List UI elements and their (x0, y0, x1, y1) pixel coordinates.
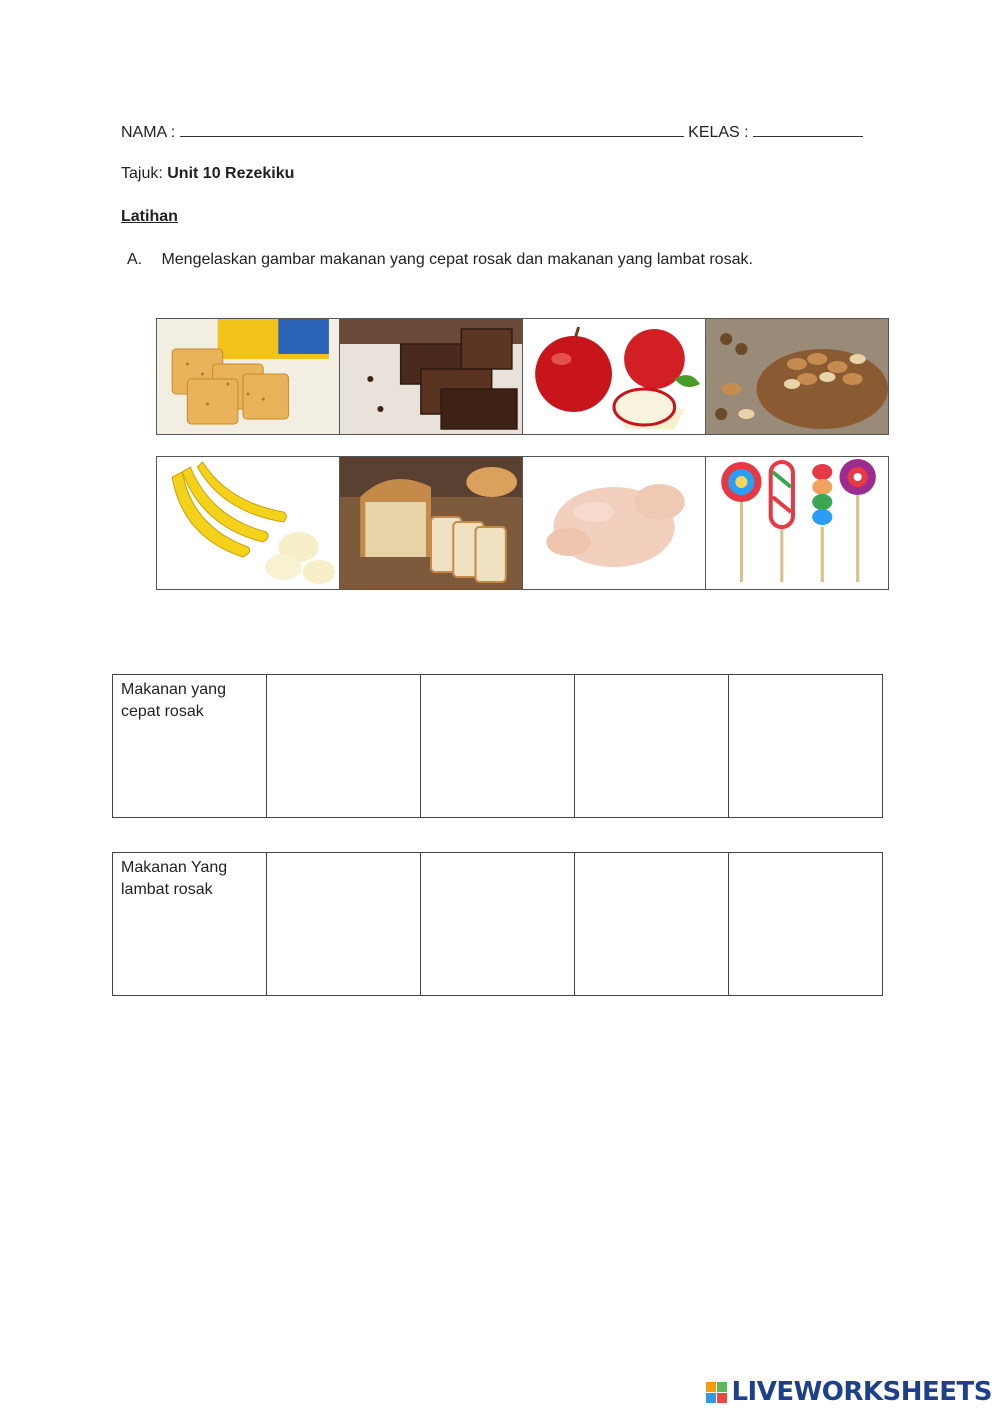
cepat-rosak-table (112, 674, 883, 818)
bread-image[interactable] (340, 457, 523, 589)
lambat-rosak-slot[interactable] (421, 853, 575, 996)
lambat-rosak-slot[interactable] (267, 853, 421, 996)
cepat-rosak-slot[interactable] (575, 675, 729, 818)
crackers-image[interactable] (157, 319, 340, 434)
cepat-rosak-slot[interactable] (421, 675, 575, 818)
chocolate-image[interactable] (340, 319, 523, 434)
nama-label: NAMA : (121, 124, 176, 141)
lambat-rosak-slot[interactable] (729, 853, 883, 996)
instruction-marker: A. (127, 251, 143, 268)
logo-grid-icon (706, 1382, 727, 1403)
liveworksheets-logo (706, 1377, 992, 1407)
tajuk-label: Tajuk: (121, 165, 163, 182)
cepat-rosak-slot[interactable] (267, 675, 421, 818)
lambat-rosak-slot[interactable] (575, 853, 729, 996)
nuts-image[interactable] (706, 319, 888, 434)
cepat-rosak-slot[interactable] (729, 675, 883, 818)
image-row-1 (156, 318, 889, 435)
lollipops-image[interactable] (706, 457, 888, 589)
raw-chicken-image[interactable] (523, 457, 706, 589)
nama-blank[interactable] (180, 122, 684, 137)
tajuk-line (121, 165, 294, 183)
instruction (127, 251, 753, 269)
instruction-text: Mengelaskan gambar makanan yang cepat rosak dan makanan yang lambat rosak. (161, 251, 753, 268)
section-title: Latihan (121, 208, 178, 225)
logo-text: LIVEWORKSHEETS (731, 1377, 992, 1407)
lambat-rosak-label: Makanan Yang lambat rosak (113, 853, 267, 996)
kelas-blank[interactable] (753, 122, 863, 137)
name-class-line (121, 122, 863, 142)
apples-image[interactable] (523, 319, 706, 434)
bananas-image[interactable] (157, 457, 340, 589)
image-row-2 (156, 456, 889, 590)
tajuk-value: Unit 10 Rezekiku (167, 165, 295, 182)
lambat-rosak-table (112, 852, 883, 996)
kelas-label: KELAS : (688, 124, 749, 141)
cepat-rosak-label: Makanan yang cepat rosak (113, 675, 267, 818)
